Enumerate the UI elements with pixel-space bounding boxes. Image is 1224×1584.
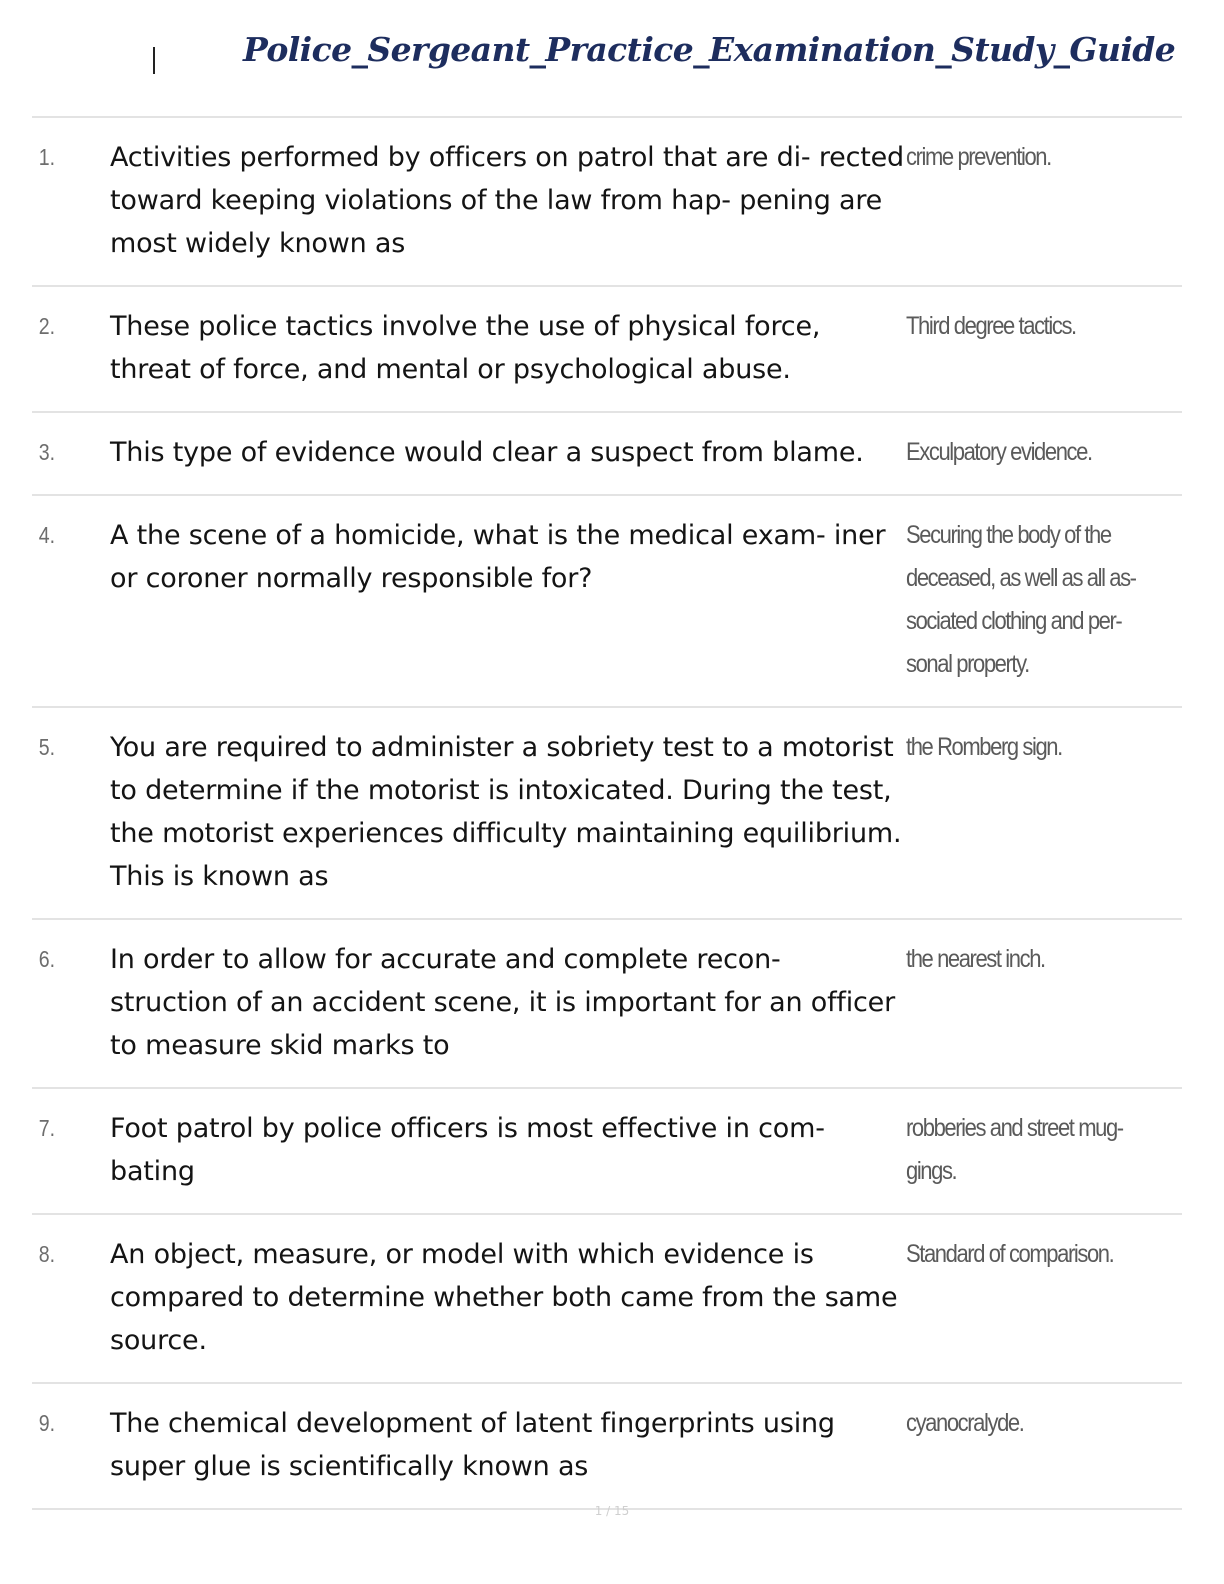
answer-text: the Romberg sign. — [906, 733, 1062, 761]
question-number: 5. — [38, 734, 56, 760]
question-number: 7. — [38, 1115, 56, 1141]
question-text: The chemical development of latent fingerprints using super glue is scientifically known as — [110, 1408, 835, 1482]
qa-row — [32, 708, 1182, 920]
qa-row — [32, 1215, 1182, 1384]
question-text: An object, measure, or model with which evidence is compared to determine whether both came from the same source. — [110, 1239, 898, 1356]
question-number: 6. — [38, 946, 56, 972]
question-number: 3. — [38, 439, 56, 465]
qa-row — [32, 118, 1182, 287]
page-header — [0, 0, 1224, 116]
answer-text: the nearest inch. — [906, 945, 1045, 973]
qa-row — [32, 920, 1182, 1089]
qa-row — [32, 1384, 1182, 1510]
answer-text: Exculpatory evidence. — [906, 438, 1092, 466]
qa-row — [32, 496, 1182, 708]
question-text: A the scene of a homicide, what is the medical exam- iner or coroner normally responsible for? — [110, 520, 886, 594]
question-number: 8. — [38, 1241, 56, 1267]
answer-text: robberies and street mug- gings. — [906, 1114, 1123, 1185]
answer-text: Standard of comparison. — [906, 1240, 1114, 1268]
document-title: Police_Sergeant_Practice_Examination_Study_Guide — [243, 30, 1176, 69]
qa-row — [32, 287, 1182, 413]
answer-text: Third degree tactics. — [906, 312, 1076, 340]
question-number: 4. — [38, 522, 56, 548]
question-text: You are required to administer a sobriety test to a motorist to determine if the motorist is intoxicated. During the test, the motorist experiences difficulty maintaining equilibrium. This is known as — [110, 732, 902, 892]
qa-list — [32, 116, 1182, 1510]
question-text: Activities performed by officers on patrol that are di- rected toward keeping violations of the law from hap- pening are most widely known as — [110, 142, 904, 259]
qa-row — [32, 1089, 1182, 1215]
question-number: 2. — [38, 313, 56, 339]
answer-text: Securing the body of the deceased, as well as all as- sociated clothing and per- sonal property. — [906, 521, 1136, 678]
question-text: These police tactics involve the use of physical force, threat of force, and mental or psychological abuse. — [110, 311, 821, 385]
question-text: Foot patrol by police officers is most effective in com- bating — [110, 1113, 825, 1187]
question-text: In order to allow for accurate and complete recon- struction of an accident scene, it is important for an officer to measure skid marks to — [110, 944, 895, 1061]
question-text: This type of evidence would clear a suspect from blame. — [110, 437, 864, 468]
question-number: 1. — [38, 144, 56, 170]
header-divider — [153, 47, 155, 74]
qa-row — [32, 413, 1182, 496]
answer-text: cyanocralyde. — [906, 1409, 1024, 1437]
answer-text: crime prevention. — [906, 143, 1051, 171]
page-indicator: 1 / 15 — [594, 1504, 630, 1518]
question-number: 9. — [38, 1410, 56, 1436]
